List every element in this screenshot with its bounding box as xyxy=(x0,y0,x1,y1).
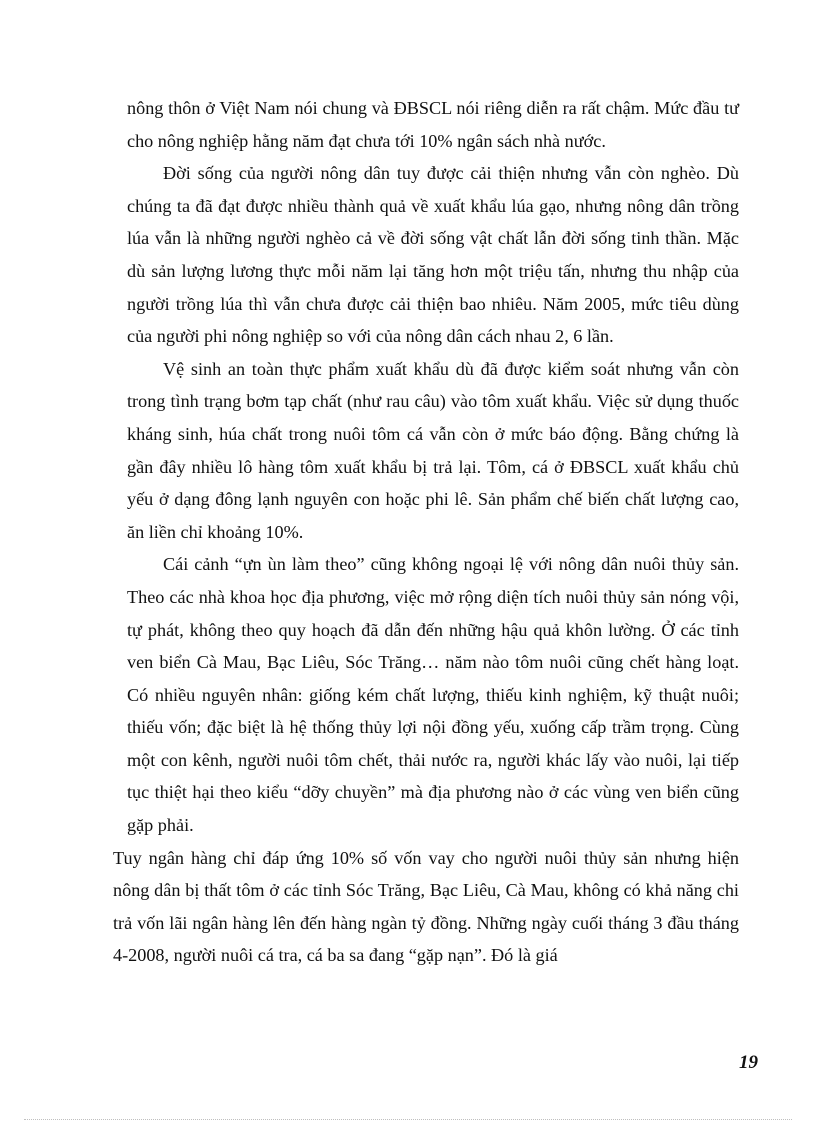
footer-divider xyxy=(24,1119,792,1120)
paragraph-bank-loans: Tuy ngân hàng chỉ đáp ứng 10% số vốn vay cho người nuôi thủy sản nhưng hiện nông dân bị thất tôm ở các tỉnh Sóc Trăng, Bạc Liêu, Cà Mau, không có khả năng chi trả vốn lãi ngân hàng lên đến hàng ngàn tỷ đồng. Những ngày cuối tháng 3 đầu tháng 4-2008, người nuôi cá tra, cá ba sa đang “gặp nạn”. Đó là giá xyxy=(113,847,739,966)
body-text xyxy=(113,92,739,972)
paragraph-aquaculture: Cái cảnh “ựn ùn làm theo” cũng không ngoại lệ với nông dân nuôi thủy sản. Theo các nhà khoa học địa phương, việc mở rộng diện tích nuôi thủy sản nóng vội, tự phát, không theo quy hoạch đã dẫn đến những hậu quả khôn lường. Ở các tỉnh ven biển Cà Mau, Bạc Liêu, Sóc Trăng… năm nào tôm nuôi cũng chết hàng loạt. Có nhiều nguyên nhân: giống kém chất lượng, thiếu kinh nghiệm, kỹ thuật nuôi; thiếu vốn; đặc biệt là hệ thống thủy lợi nội đồng yếu, xuống cấp trầm trọng. Cùng một con kênh, người nuôi tôm chết, thải nước ra, người khác lấy vào nuôi, lại tiếp tục thiệt hại theo kiểu “dỡy chuyền” mà địa phương nào ở các vùng ven biển cũng gặp phải. xyxy=(127,554,739,836)
paragraph-continuation: nông thôn ở Việt Nam nói chung và ĐBSCL nói riêng diễn ra rất chậm. Mức đầu tư cho nông nghiệp hằng năm đạt chưa tới 10% ngân sách nhà nước. xyxy=(127,98,739,151)
page-number: 19 xyxy=(739,1052,758,1073)
paragraph-food-safety: Vệ sinh an toàn thực phẩm xuất khẩu dù đã được kiểm soát nhưng vẫn còn trong tình trạng bơm tạp chất (như rau câu) vào tôm xuất khẩu. Việc sử dụng thuốc kháng sinh, húa chất trong nuôi tôm cá vẫn còn ở mức báo động. Bằng chứng là gần đây nhiều lô hàng tôm xuất khẩu bị trả lại. Tôm, cá ở ĐBSCL xuất khẩu chủ yếu ở dạng đông lạnh nguyên con hoặc phi lê. Sản phẩm chế biến chất lượng cao, ăn liền chỉ khoảng 10%. xyxy=(127,358,739,542)
paragraph-farmer-living: Đời sống của người nông dân tuy được cải thiện nhưng vẫn còn nghèo. Dù chúng ta đã đạt được nhiều thành quả về xuất khẩu lúa gạo, nhưng nông dân trồng lúa vẫn là những người nghèo cả về đời sống vật chất lẫn đời sống tinh thần. Mặc dù sản lượng lương thực mỗi năm lại tăng hơn một triệu tấn, nhưng thu nhập của người trồng lúa thì vẫn chưa được cải thiện bao nhiêu. Năm 2005, mức tiêu dùng của người phi nông nghiệp so với của nông dân cách nhau 2, 6 lần. xyxy=(127,163,739,347)
